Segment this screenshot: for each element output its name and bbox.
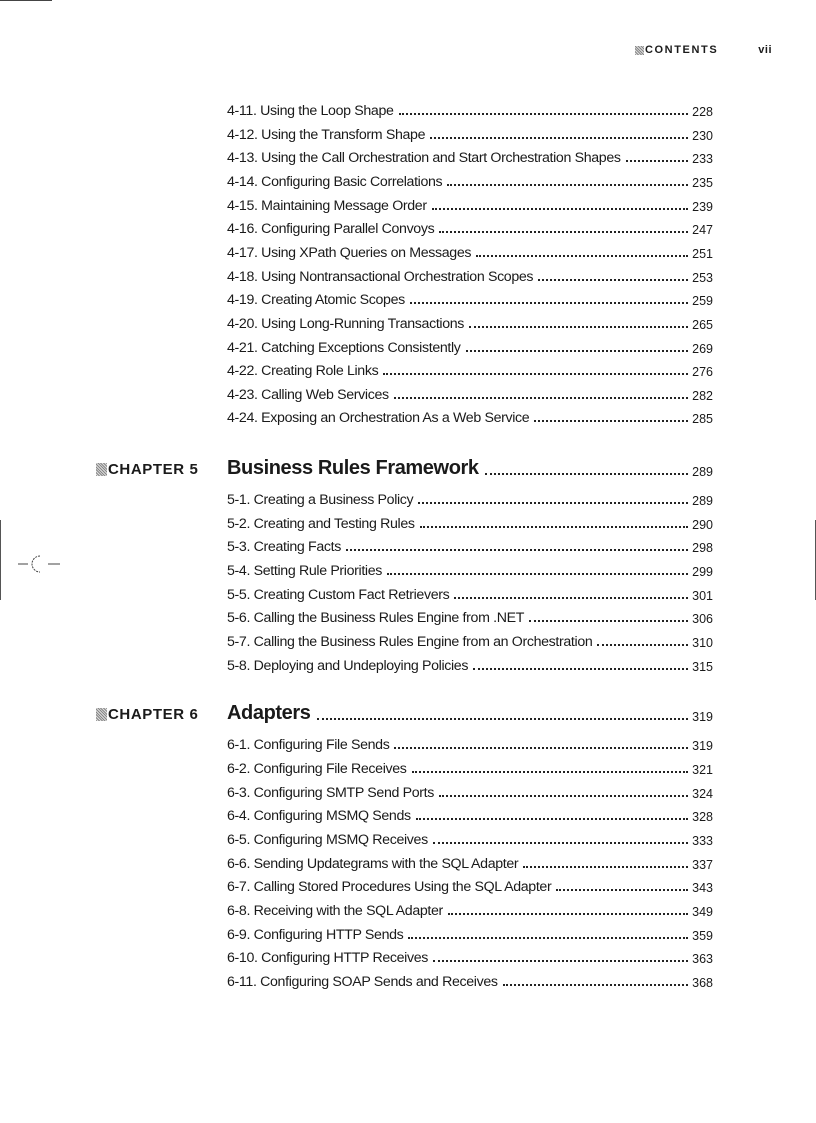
chapter-page: 319 [692, 710, 713, 725]
toc-entry[interactable] [227, 486, 713, 508]
dot-leader [439, 795, 688, 797]
toc-entry-page: 259 [692, 294, 713, 309]
dot-leader [387, 573, 688, 575]
dot-leader [433, 960, 688, 962]
toc-entry-title: 6-11. Configuring SOAP Sends and Receives [227, 973, 498, 990]
toc-entry[interactable] [227, 557, 713, 579]
toc-entry-page: 363 [692, 952, 713, 967]
toc-entry-title: 5-7. Calling the Business Rules Engine from an Orchestration [227, 634, 593, 650]
toc-entry[interactable] [227, 97, 713, 119]
dot-leader [410, 302, 688, 304]
toc-entry-page: 310 [692, 636, 713, 650]
toc-entry-title: 6-9. Configuring HTTP Sends [227, 926, 404, 943]
toc-entry[interactable] [227, 968, 713, 990]
hatch-ornament-icon [96, 463, 107, 476]
dot-leader [430, 137, 688, 139]
dot-leader [469, 326, 688, 328]
toc-entry[interactable] [227, 581, 713, 603]
toc-entry-page: 290 [692, 517, 713, 532]
dot-leader [408, 937, 688, 939]
toc-entry[interactable] [227, 652, 713, 674]
toc-entry[interactable] [227, 944, 713, 966]
toc-entry[interactable] [227, 286, 713, 308]
dot-leader [394, 397, 688, 399]
toc-entry-page: 328 [692, 810, 713, 825]
chapter-page: 289 [692, 465, 713, 480]
toc-entry-page: 282 [692, 388, 713, 403]
chapter-title-row [227, 457, 713, 480]
toc-entry[interactable] [227, 192, 713, 214]
toc-entry[interactable] [227, 121, 713, 143]
toc-entry-page: 343 [692, 881, 713, 896]
toc-entry-page: 319 [692, 739, 713, 754]
dot-leader [523, 866, 688, 868]
dot-leader [448, 913, 688, 915]
registration-mark-icon [18, 552, 62, 576]
toc-entry-title: 5-4. Setting Rule Priorities [227, 563, 383, 580]
toc-entry[interactable] [227, 873, 713, 895]
toc-entry-page: 337 [692, 857, 713, 872]
toc-entry-title: 4-23. Calling Web Services [227, 386, 389, 403]
toc-entry-title: 4-12. Using the Transform Shape [227, 126, 426, 143]
dot-leader [433, 842, 688, 844]
toc-entry-title: 5-8. Deploying and Undeploying Policies [227, 657, 469, 674]
dot-leader [420, 526, 689, 528]
toc-entry[interactable] [227, 779, 713, 801]
toc-entry-title: 4-24. Exposing an Orchestration As a Web Service [227, 410, 530, 427]
toc-entry[interactable] [227, 310, 713, 332]
toc-entry-page: 321 [692, 762, 713, 777]
dot-leader [317, 718, 689, 720]
toc-entry-title: 6-8. Receiving with the SQL Adapter [227, 902, 443, 919]
toc-entry-page: 230 [692, 128, 713, 143]
toc-entry-title: 5-3. Creating Facts [227, 539, 341, 556]
crop-mark-top [0, 0, 52, 1]
toc-entry[interactable] [227, 404, 713, 426]
toc-entry-page: 228 [692, 105, 713, 119]
toc-entry-page: 269 [692, 341, 713, 356]
toc-entry-page: 299 [692, 565, 713, 580]
toc-entry[interactable] [227, 755, 713, 777]
chapter-heading[interactable] [0, 695, 816, 725]
running-head [635, 44, 772, 56]
toc-entry-page: 349 [692, 904, 713, 919]
chapter-title: Business Rules Framework [227, 457, 479, 480]
toc-entry[interactable] [227, 921, 713, 943]
toc-entry[interactable] [227, 334, 713, 356]
chapter-label-text: CHAPTER 6 [108, 706, 199, 724]
toc-entry[interactable] [227, 533, 713, 555]
toc-entry-title: 4-16. Configuring Parallel Convoys [227, 221, 435, 238]
toc-entry-page: 251 [692, 246, 713, 261]
dot-leader [454, 597, 688, 599]
toc-entry-page: 233 [692, 152, 713, 167]
crop-mark-left [0, 520, 1, 600]
toc-entry[interactable] [227, 897, 713, 919]
toc-entry-page: 265 [692, 317, 713, 332]
toc-entry[interactable] [227, 850, 713, 872]
toc-entry-title: 4-22. Creating Role Links [227, 363, 379, 380]
toc-entry-page: 324 [692, 786, 713, 801]
toc-entry-title: 4-15. Maintaining Message Order [227, 197, 427, 214]
toc-entry[interactable] [227, 239, 713, 261]
dot-leader [412, 771, 689, 773]
dot-leader [476, 255, 688, 257]
toc-entry-title: 6-5. Configuring MSMQ Receives [227, 831, 428, 848]
toc-entry[interactable] [227, 263, 713, 285]
toc-entry-title: 5-6. Calling the Business Rules Engine from .NET [227, 610, 525, 627]
toc-entry-title: 6-7. Calling Stored Procedures Using the SQL Adapter [227, 879, 552, 896]
dot-leader [538, 279, 688, 281]
toc-entry-page: 253 [692, 270, 713, 285]
toc-entry-title: 4-19. Creating Atomic Scopes [227, 292, 405, 309]
toc-entry[interactable] [227, 628, 713, 650]
toc-entry-page: 315 [692, 659, 713, 674]
dot-leader [447, 184, 688, 186]
toc-entry-title: 6-6. Sending Updategrams with the SQL Adapter [227, 855, 519, 872]
toc-entry[interactable] [227, 381, 713, 403]
toc-entry-title: 5-2. Creating and Testing Rules [227, 515, 415, 532]
dot-leader [556, 889, 688, 891]
dot-leader [534, 420, 688, 422]
toc-entry[interactable] [227, 802, 713, 824]
toc-entry-title: 6-4. Configuring MSMQ Sends [227, 808, 411, 825]
chapter-heading[interactable] [0, 450, 816, 480]
toc-entry-title: 4-18. Using Nontransactional Orchestration Scopes [227, 268, 534, 285]
toc-entry-title: 4-11. Using the Loop Shape [227, 103, 394, 119]
chapter-label [96, 706, 198, 723]
toc-entry-page: 301 [692, 588, 713, 603]
toc-entry-page: 235 [692, 175, 713, 190]
running-head-section: CONTENTS [644, 44, 719, 56]
dot-leader [503, 984, 689, 986]
toc-entry-title: 4-20. Using Long-Running Transactions [227, 315, 465, 332]
toc-entry-page: 298 [692, 541, 713, 556]
dot-leader [439, 231, 688, 233]
chapter-label [96, 461, 198, 478]
toc-entry-title: 6-3. Configuring SMTP Send Ports [227, 784, 434, 801]
chapter-title: Adapters [227, 702, 311, 725]
dot-leader [416, 818, 688, 820]
toc-entry-title: 4-17. Using XPath Queries on Messages [227, 244, 472, 261]
toc-entry[interactable] [227, 168, 713, 190]
dot-leader [432, 208, 688, 210]
dot-leader [485, 473, 689, 475]
toc-entry-page: 247 [692, 223, 713, 238]
toc-entry[interactable] [227, 826, 713, 848]
toc-entry-title: 4-21. Catching Exceptions Consistently [227, 339, 461, 356]
toc-entry-title: 4-14. Configuring Basic Correlations [227, 173, 443, 190]
dot-leader [529, 620, 688, 622]
toc-entry[interactable] [227, 144, 713, 166]
dot-leader [597, 644, 688, 646]
dot-leader [383, 373, 688, 375]
toc-entry-title: 5-1. Creating a Business Policy [227, 492, 414, 509]
toc-entry-page: 368 [692, 975, 713, 990]
dot-leader [473, 668, 688, 670]
dot-leader [418, 502, 688, 504]
toc-entry[interactable] [227, 215, 713, 237]
hatch-ornament-icon [96, 708, 107, 721]
dot-leader [394, 747, 688, 749]
dot-leader [466, 350, 689, 352]
hatch-ornament-icon [635, 46, 644, 55]
toc-entry-title: 5-5. Creating Custom Fact Retrievers [227, 586, 450, 603]
toc-entry-page: 285 [692, 412, 713, 427]
toc-entry[interactable] [227, 731, 713, 753]
toc-entry-page: 359 [692, 928, 713, 943]
toc-entry-title: 4-13. Using the Call Orchestration and Start Orchestration Shapes [227, 150, 621, 167]
toc-entry[interactable] [227, 604, 713, 626]
running-head-page-number: vii [758, 44, 772, 56]
chapter-label-text: CHAPTER 5 [108, 461, 199, 479]
toc-entry[interactable] [227, 510, 713, 532]
toc-entry-page: 306 [692, 612, 713, 627]
toc-entry-page: 276 [692, 365, 713, 380]
chapter-title-row [227, 702, 713, 725]
toc-entry-page: 333 [692, 833, 713, 848]
dot-leader [626, 160, 689, 162]
toc-entry[interactable] [227, 357, 713, 379]
dot-leader [346, 549, 688, 551]
toc-entry-page: 289 [692, 494, 713, 509]
toc-entry-title: 6-1. Configuring File Sends [227, 737, 390, 754]
toc-entry-page: 239 [692, 199, 713, 214]
dot-leader [399, 113, 689, 115]
toc-entry-title: 6-2. Configuring File Receives [227, 760, 407, 777]
toc-entry-title: 6-10. Configuring HTTP Receives [227, 950, 429, 967]
